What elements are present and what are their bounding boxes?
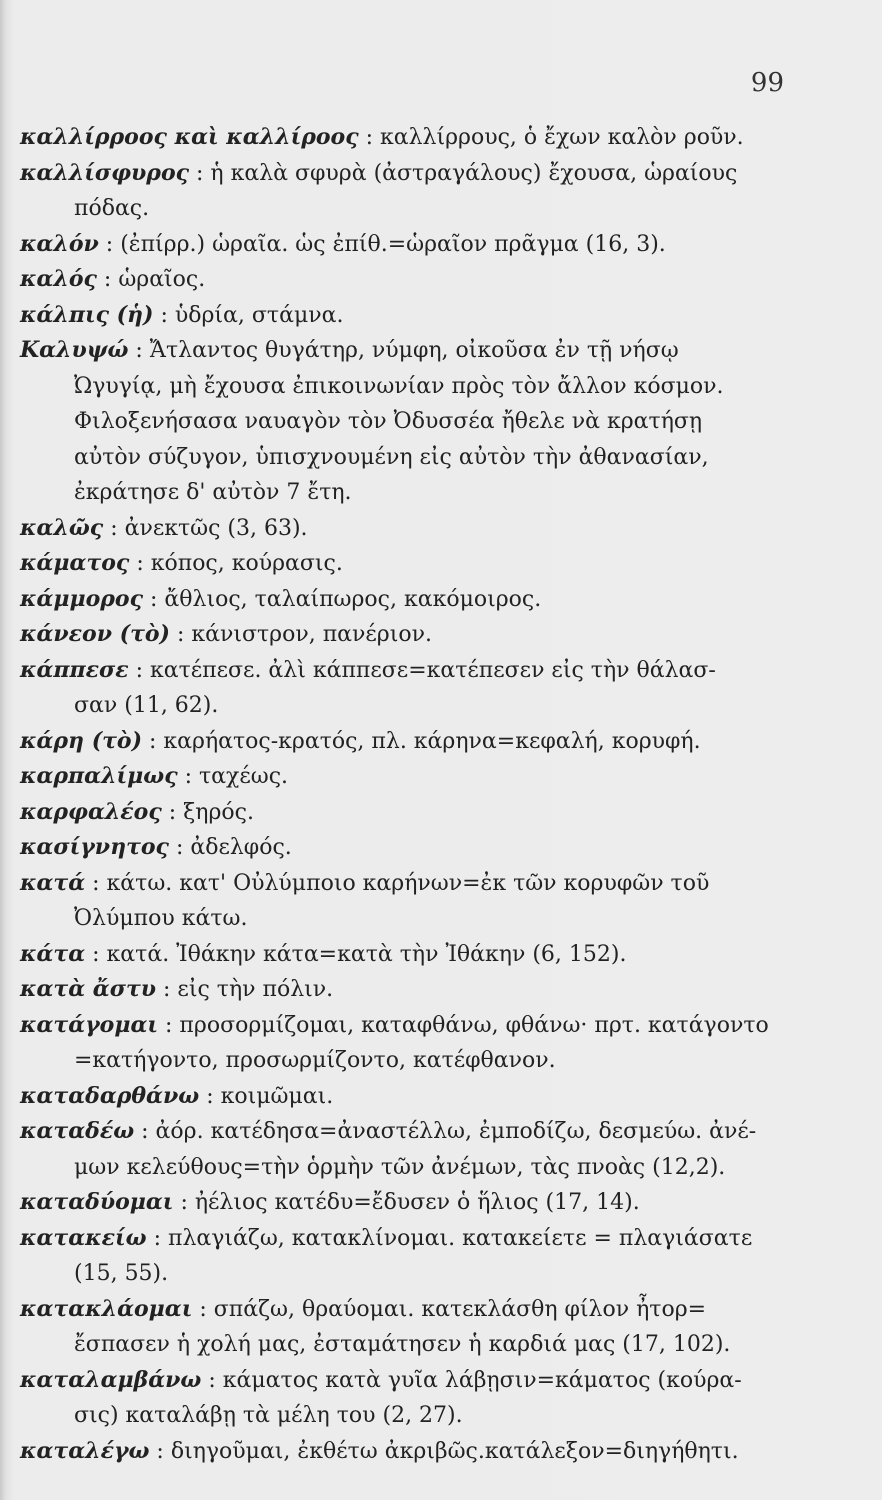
entry-continuation: ἔσπασεν ἡ χολή μας, ἐσταμάτησεν ἡ καρδιά μας (17, 102). (74, 1332, 731, 1357)
glossary-entry (20, 1008, 790, 1079)
entry-continuation: σαν (11, 62). (74, 693, 219, 718)
glossary-entry (20, 653, 790, 724)
entry-definition: : ὑδρία, στάμνα. (160, 302, 344, 328)
entry-definition: : κατά. Ἰθάκην κάτα=κατὰ τὴν Ἰθάκην (6, 152). (92, 941, 627, 967)
glossary-entry (20, 1185, 790, 1221)
entry-headword: κατά (20, 869, 86, 896)
entry-headword: καταδαρθάνω (20, 1082, 200, 1109)
entry-definition: : καλλίρρους, ὁ ἔχων καλὸν ροῦν. (365, 125, 744, 150)
entry-definition: : κάτω. κατ' Οὐλύμποιο καρήνων=ἐκ τῶν κορυφῶν τοῦ (92, 870, 710, 896)
glossary-entry (20, 546, 790, 582)
entry-continuation: Φιλοξενήσασα ναυαγὸν τὸν Ὀδυσσέα ἤθελε νὰ κρατήσῃ (74, 409, 703, 434)
entry-headword: καλλίρροος καὶ καλλίροος (20, 124, 359, 150)
glossary-entry (20, 1292, 790, 1363)
entry-definition: : ἠέλιος κατέδυ=ἔδυσεν ὁ ἥλιος (17, 14). (180, 1190, 640, 1215)
entry-definition: : διηγοῦμαι, ἐκθέτω ἀκριβῶς.κατάλεξον=διηγήθητι. (156, 1438, 739, 1464)
entry-definition: : Ἄτλαντος θυγάτηρ, νύμφη, οἰκοῦσα ἐν τῇ νήσῳ (135, 338, 679, 363)
entry-definition: : ἡ καλὰ σφυρὰ (ἀστραγάλους) ἔχουσα, ὡραίους (196, 160, 738, 186)
glossary-entry (20, 1363, 790, 1434)
entry-definition: : ὡραῖος. (103, 267, 206, 292)
entry-headword: κάρη (τὸ) (20, 727, 142, 754)
glossary-entry (20, 333, 790, 511)
entry-headword: κάλπις (ἡ) (20, 301, 154, 328)
glossary-entries (20, 120, 790, 1469)
glossary-entry (20, 972, 790, 1008)
entry-headword: καλόν (20, 230, 99, 257)
entry-definition: : πλαγιάζω, κατακλίνομαι. κατακείετε = πλαγιάσατε (153, 1225, 753, 1251)
entry-headword: κάνεον (τὸ) (20, 621, 170, 647)
glossary-entry (20, 511, 790, 547)
entry-continuation: σις) καταλάβῃ τὰ μέλη του (2, 27). (74, 1403, 463, 1428)
glossary-entry (20, 617, 790, 653)
entry-headword: κασίγνητος (20, 834, 169, 860)
glossary-entry (20, 120, 790, 156)
entry-headword: κάματος (20, 550, 130, 576)
glossary-entry (20, 582, 790, 618)
glossary-entry (20, 830, 790, 866)
glossary-entry (20, 1079, 790, 1115)
glossary-entry (20, 795, 790, 831)
glossary-entry (20, 227, 790, 263)
entry-definition: : εἰς τὴν πόλιν. (163, 977, 334, 1002)
glossary-entry (20, 1434, 790, 1470)
entry-continuation: αὐτὸν σύζυγον, ὑπισχνουμένη εἰς αὐτὸν τὴν ἀθανασίαν, (74, 444, 709, 470)
entry-headword: κατακείω (20, 1224, 147, 1251)
entry-headword: καλλίσφυρος (20, 159, 190, 186)
entry-headword: κάτα (20, 940, 86, 967)
glossary-entry (20, 262, 790, 298)
entry-continuation: πόδας. (74, 196, 150, 221)
entry-continuation: μων κελεύθους=τὴν ὁρμὴν τῶν ἀνέμων, τὰς πνοὰς (12,2). (74, 1154, 726, 1180)
entry-definition: : καρήατος-κρατός, πλ. κάρηνα=κεφαλή, κορυφή. (149, 728, 701, 754)
entry-headword: κατάγομαι (20, 1011, 159, 1038)
entry-definition: : ξηρός. (168, 799, 254, 825)
entry-definition: : ἀόρ. κατέδησα=ἀναστέλλω, ἐμποδίζω, δεσμεύω. ἀνέ- (141, 1119, 757, 1144)
entry-headword: Καλυψώ (20, 337, 129, 363)
entry-continuation: Ὀλύμπου κάτω. (74, 906, 248, 931)
entry-definition: : προσορμίζομαι, καταφθάνω, φθάνω· πρτ. κατάγοντο (165, 1012, 769, 1038)
entry-headword: κάππεσε (20, 656, 129, 683)
page-number: 99 (750, 68, 784, 98)
glossary-entry (20, 866, 790, 937)
entry-definition: : κάνιστρον, πανέριον. (176, 622, 432, 647)
entry-headword: καταδύομαι (20, 1189, 174, 1215)
entry-definition: : ταχέως. (184, 764, 289, 789)
glossary-entry (20, 1221, 790, 1292)
entry-continuation: (15, 55). (74, 1261, 169, 1286)
entry-definition: : κάματος κατὰ γυῖα λάβῃσιν=κάματος (κούρα- (208, 1367, 742, 1393)
glossary-entry (20, 156, 790, 227)
entry-continuation: Ὠγυγίᾳ, μὴ ἔχουσα ἐπικοινωνίαν πρὸς τὸν ἄλλον κόσμον. (74, 373, 724, 399)
entry-definition: : κόπος, κούρασις. (136, 551, 343, 576)
entry-definition: : κοιμῶμαι. (206, 1083, 334, 1109)
entry-headword: κατὰ ἄστυ (20, 976, 157, 1002)
entry-headword: κάμμορος (20, 585, 143, 612)
entry-headword: καλός (20, 266, 97, 292)
entry-headword: καταλέγω (20, 1437, 150, 1464)
entry-continuation: =κατήγοντο, προσωρμίζοντο, κατέφθανον. (74, 1048, 556, 1073)
entry-headword: καλῶς (20, 514, 104, 541)
entry-definition: : ἀδελφός. (175, 835, 292, 860)
glossary-entry (20, 1114, 790, 1185)
entry-headword: καρπαλίμως (20, 763, 178, 789)
entry-definition: : ἀνεκτῶς (3, 63). (110, 515, 308, 541)
entry-continuation: ἐκράτησε δ' αὐτὸν 7 ἔτη. (74, 480, 352, 505)
entry-definition: : κατέπεσε. ἀλὶ κάππεσε=κατέπεσεν εἰς τὴν θάλασ- (135, 657, 716, 683)
entry-headword: καταλαμβάνω (20, 1366, 202, 1393)
entry-headword: καρφαλέος (20, 798, 162, 825)
glossary-entry (20, 937, 790, 973)
glossary-entry (20, 298, 790, 334)
entry-definition: : (ἐπίρρ.) ὡραῖα. ὡς ἐπίθ.=ὡραῖον πρᾶγμα (16, 3). (105, 231, 666, 257)
entry-headword: καταδέω (20, 1118, 135, 1144)
glossary-entry (20, 759, 790, 795)
entry-definition: : ἄθλιος, ταλαίπωρος, κακόμοιρος. (150, 586, 542, 612)
entry-definition: : σπάζω, θραύομαι. κατεκλάσθη φίλον ἦτορ= (199, 1296, 707, 1322)
entry-headword: κατακλάομαι (20, 1295, 193, 1322)
glossary-entry (20, 724, 790, 760)
